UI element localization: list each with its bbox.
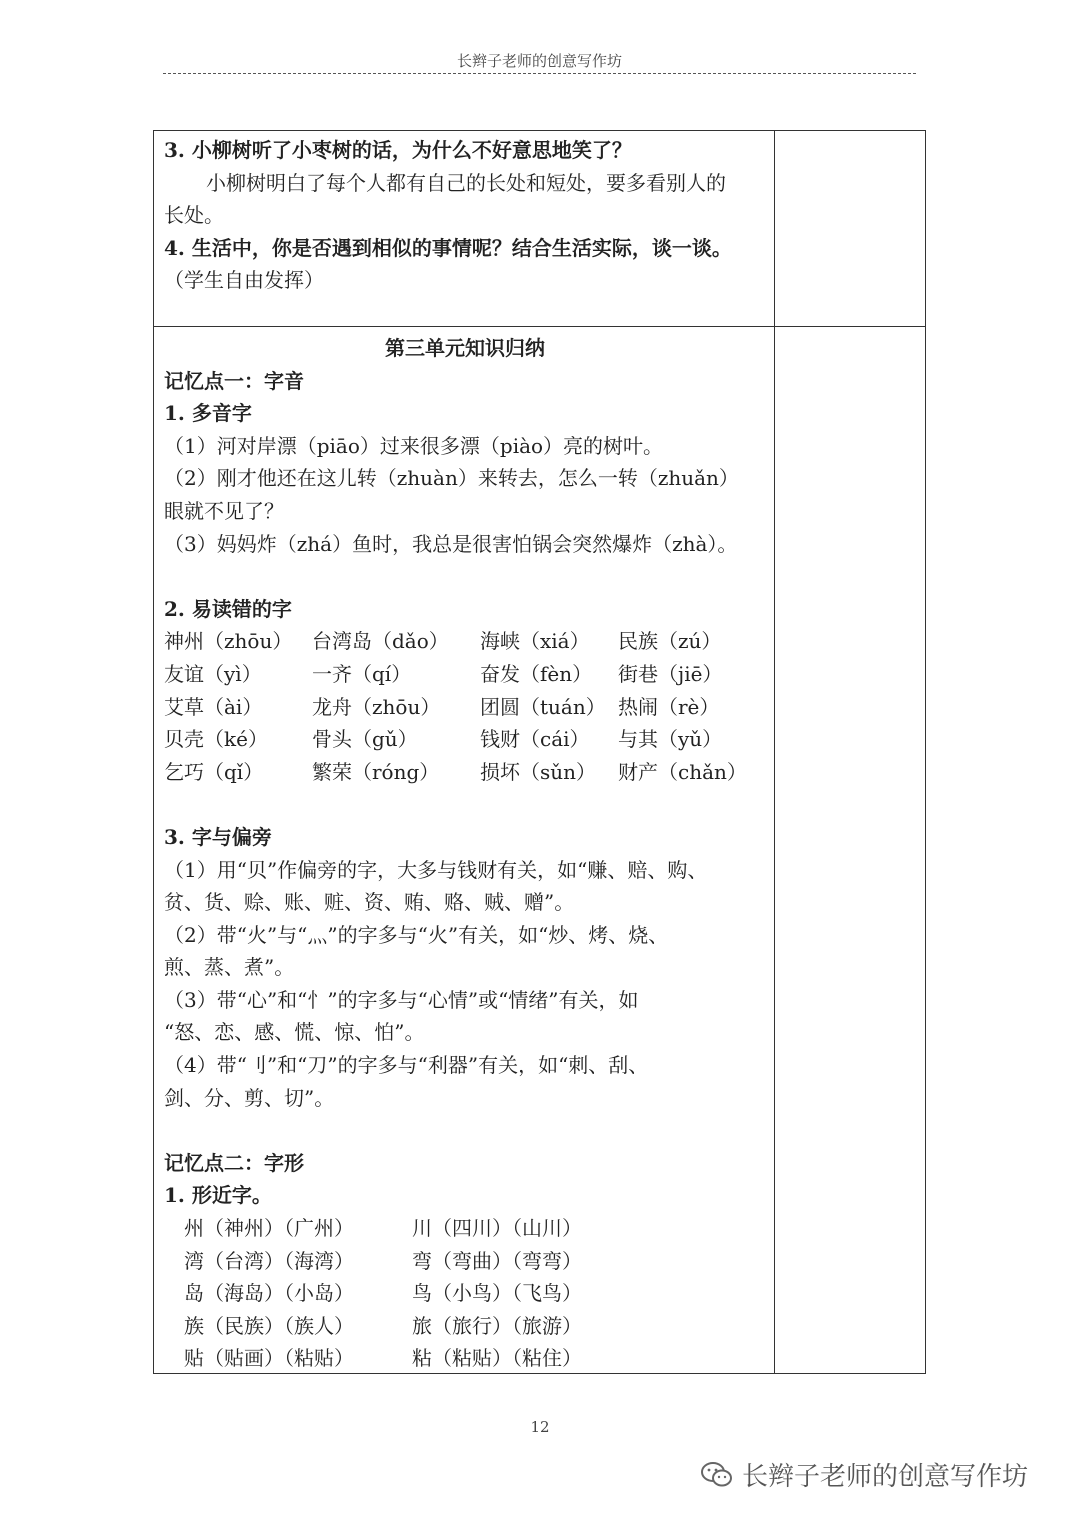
answer-4: （学生自由发挥） [164,268,324,293]
easy-word: 骨头（gǔ） [312,727,418,752]
similar-group: 族（民族）（族人） [184,1313,354,1338]
memory-point-1: 记忆点一：字音 [164,368,304,393]
wechat-icon [700,1461,734,1489]
easy-word: 财产（chǎn） [618,759,747,784]
radical-line: （2）带“火”与“灬”的字多与“火”有关，如“炒、烤、烧、 [164,922,669,947]
answer-3-line1: 小柳树明白了每个人都有自己的长处和短处，要多看别人的 [206,170,726,195]
easy-word: 繁荣（róng） [312,759,440,784]
easy-word: 损坏（sǔn） [480,759,597,784]
similar-group: 弯（弯曲）（弯弯） [412,1248,582,1273]
easy-word: 海峡（xiá） [480,629,590,654]
easy-word: 神州（zhōu） [164,629,293,654]
question-4: 4. 生活中，你是否遇到相似的事情呢？结合生活实际，谈一谈。 [164,235,732,260]
page-number: 12 [530,1418,550,1436]
easy-word: 贝壳（ké） [164,727,268,752]
section-similar: 1. 形近字。 [164,1183,272,1208]
easy-word: 街巷（jiē） [618,661,723,686]
polyphonic-item: 眼就不见了？ [164,498,284,523]
easy-word: 乞巧（qǐ） [164,759,264,784]
radical-line: （1）用“贝”作偏旁的字，大多与钱财有关，如“赚、赔、购、 [164,857,708,882]
memory-point-2: 记忆点二：字形 [164,1150,304,1175]
polyphonic-item: （1）河对岸漂（piāo）过来很多漂（piào）亮的树叶。 [164,433,664,458]
easy-word: 奋发（fèn） [480,661,593,686]
easy-word: 艾草（ài） [164,694,263,719]
easy-word: 民族（zú） [618,629,722,654]
similar-group: 岛（海岛）（小岛） [184,1281,354,1306]
similar-group: 旅（旅行）（旅游） [412,1313,582,1338]
content-table [153,130,926,1374]
question-3: 3. 小柳树听了小枣树的话，为什么不好意思地笑了？ [164,138,632,162]
similar-group: 湾（台湾）（海湾） [184,1248,354,1273]
easy-word: 友谊（yì） [164,661,262,686]
easy-row [164,625,766,658]
radical-line: （3）带“心”和“忄”的字多与“心情”或“情绪”有关，如 [164,987,639,1012]
watermark-text: 长辫子老师的创意写作坊 [742,1462,1029,1492]
radical-line: 贫、货、赊、账、赃、资、贿、赂、贼、赠”。 [164,890,575,915]
easy-word: 一齐（qí） [312,661,412,686]
easy-row [164,658,766,691]
section-radicals: 3. 字与偏旁 [164,824,272,849]
similar-row [164,1245,766,1278]
similar-row [164,1342,766,1375]
similar-group: 川（四川）（山川） [412,1216,582,1241]
similar-row [164,1310,766,1343]
radical-line: 剑、分、剪、切”。 [164,1085,335,1110]
easy-word: 钱财（cái） [480,727,590,752]
easy-row [164,756,766,789]
polyphonic-item: （2）刚才他还在这儿转（zhuàn）来转去，怎么一转（zhuǎn） [164,466,739,491]
easy-word: 台湾岛（dǎo） [312,629,449,654]
easy-word: 龙舟（zhōu） [312,694,441,719]
similar-group: 粘（粘贴）（粘住） [412,1346,582,1371]
page-header: 长辫子老师的创意写作坊 [456,52,622,70]
similar-group: 州（神州）（广州） [184,1216,354,1241]
answer-cell [164,134,766,297]
section-easy-misread: 2. 易读错的字 [164,596,292,621]
polyphonic-item: （3）妈妈炸（zhá）鱼时，我总是很害怕锅会突然爆炸（zhà）。 [164,531,738,556]
answer-3-line2: 长处。 [164,203,224,228]
watermark [700,1456,1028,1493]
radical-line: 煎、蒸、煮”。 [164,955,295,980]
easy-row [164,723,766,756]
similar-row [164,1212,766,1245]
easy-word: 与其（yǔ） [618,727,723,752]
easy-word: 热闹（rè） [618,694,720,719]
similar-group: 贴（贴画）（粘贴） [184,1346,354,1371]
header-rule [163,73,916,74]
similar-row [164,1277,766,1310]
easy-word: 团圆（tuán） [480,694,606,719]
summary-title: 第三单元知识归纳 [385,336,545,360]
section-polyphonic: 1. 多音字 [164,401,252,426]
easy-row [164,691,766,724]
summary-cell [164,332,766,1375]
radical-line: “怒、恋、感、慌、惊、怕”。 [164,1020,425,1045]
table-column-divider [774,131,775,1373]
table-row-divider [154,326,925,327]
similar-group: 鸟（小鸟）（飞鸟） [412,1281,582,1306]
radical-line: （4）带“刂”和“刀”的字多与“利器”有关，如“刺、刮、 [164,1053,649,1078]
